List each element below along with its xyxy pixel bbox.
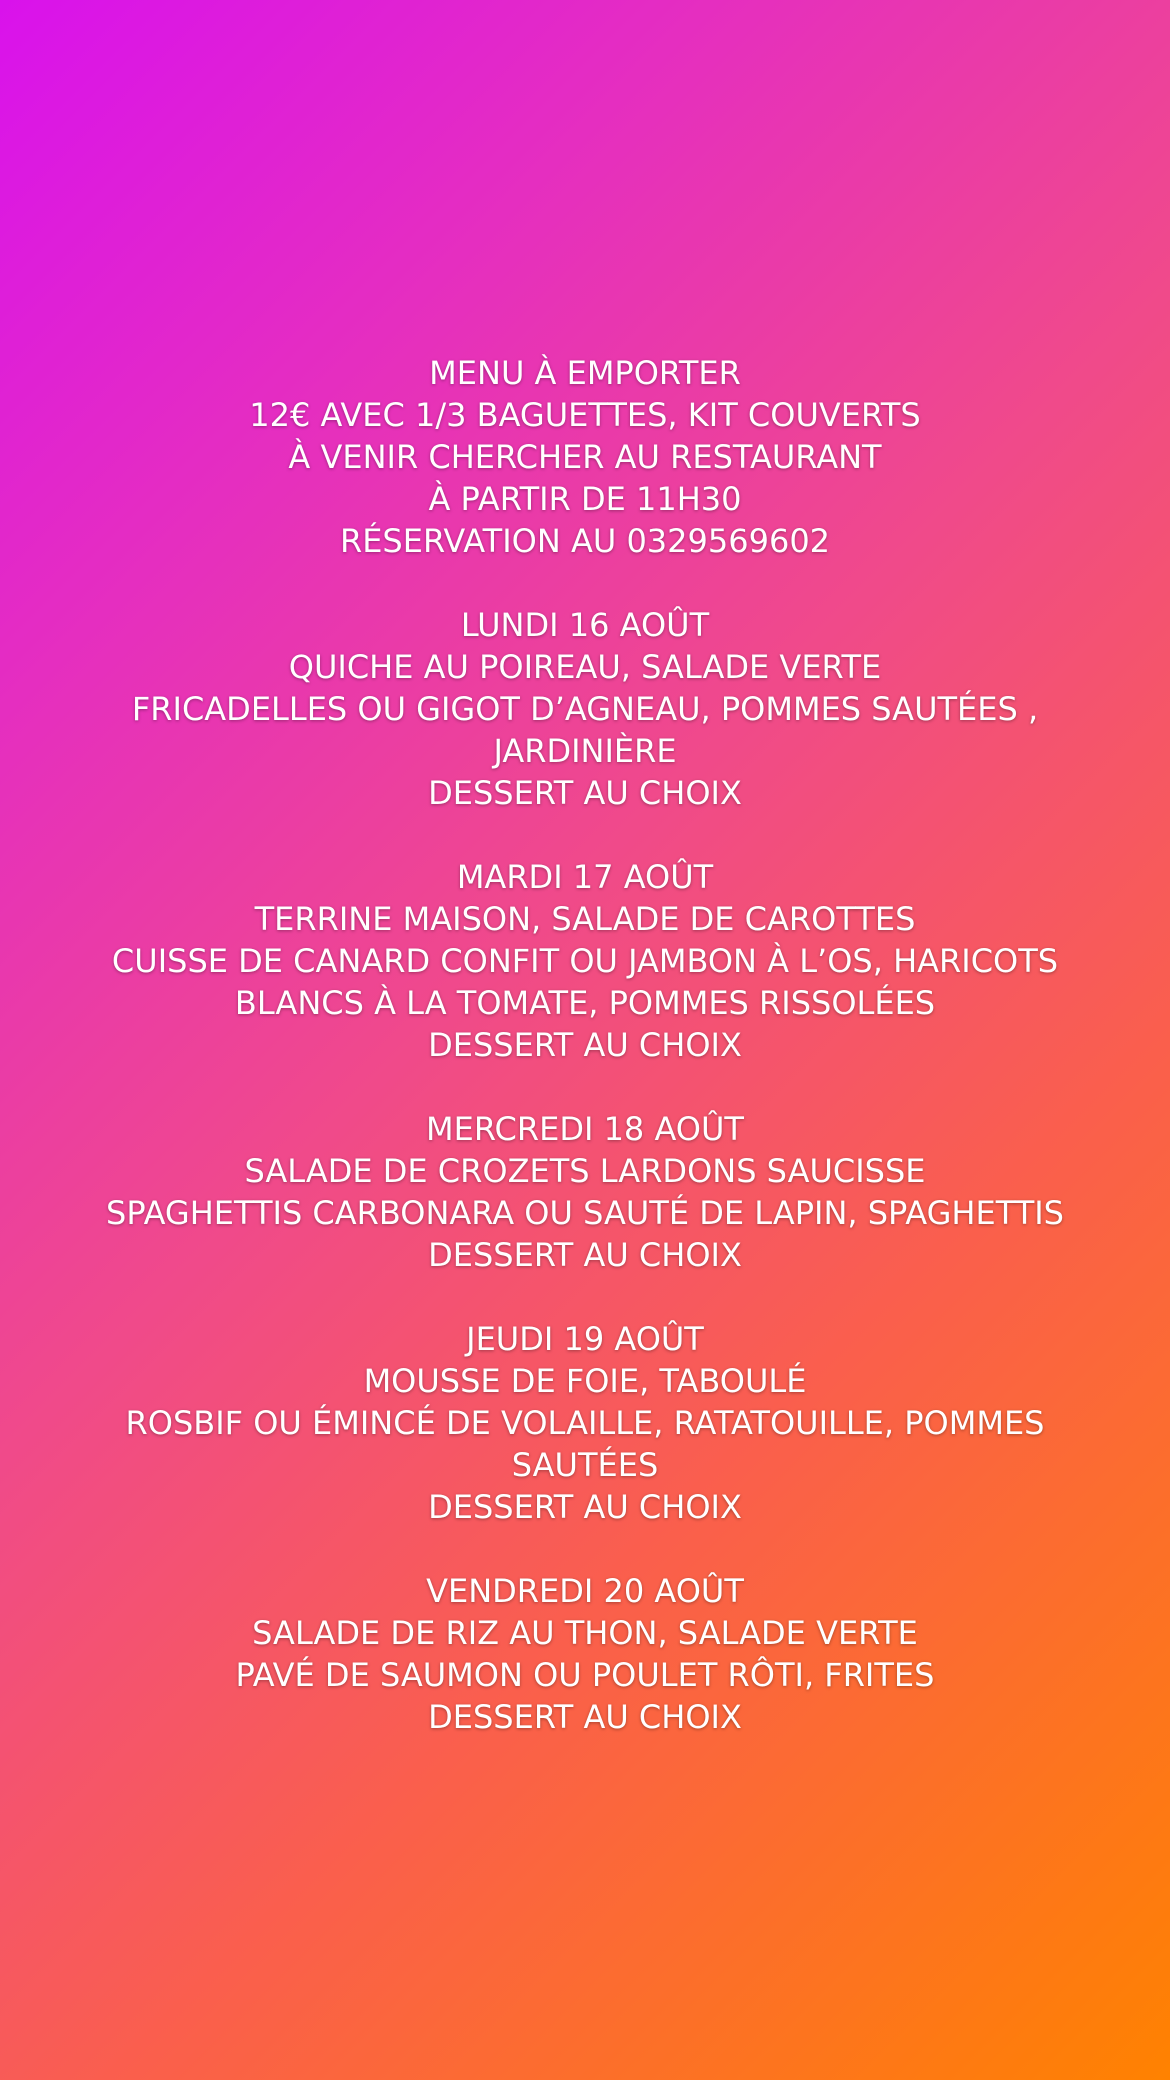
reservation-info: RÉSERVATION AU 0329569602 (339, 522, 831, 560)
day-starter: TERRINE MAISON, SALADE DE CAROTTES (254, 900, 916, 938)
menu-title: MENU À EMPORTER (429, 354, 741, 392)
pickup-info: À VENIR CHERCHER AU RESTAURANT (288, 438, 882, 476)
day-starter: SALADE DE RIZ AU THON, SALADE VERTE (252, 1614, 918, 1652)
day-tuesday (0, 856, 1170, 1066)
day-main: CUISSE DE CANARD CONFIT OU JAMBON À L’OS, HARICOTS (111, 942, 1059, 980)
day-starter: QUICHE AU POIREAU, SALADE VERTE (288, 648, 882, 686)
day-starter: MOUSSE DE FOIE, TABOULÉ (363, 1362, 807, 1400)
day-main: FRICADELLES OU GIGOT D’AGNEAU, POMMES SAUTÉES , (131, 690, 1039, 728)
day-title: MARDI 17 AOÛT (456, 858, 714, 896)
time-info: À PARTIR DE 11H30 (428, 480, 742, 518)
price-info: 12€ AVEC 1/3 BAGUETTES, KIT COUVERTS (249, 396, 921, 434)
spacer (0, 562, 1170, 604)
menu-text-block (0, 352, 1170, 1738)
day-main: PAVÉ DE SAUMON OU POULET RÔTI, FRITES (235, 1656, 935, 1694)
day-wednesday (0, 1108, 1170, 1276)
day-dessert: DESSERT AU CHOIX (428, 774, 742, 812)
day-dessert: DESSERT AU CHOIX (428, 1488, 742, 1526)
day-thursday (0, 1318, 1170, 1528)
day-title: MERCREDI 18 AOÛT (426, 1110, 744, 1148)
day-dessert: DESSERT AU CHOIX (428, 1236, 742, 1274)
day-starter: SALADE DE CROZETS LARDONS SAUCISSE (244, 1152, 926, 1190)
day-title: JEUDI 19 AOÛT (466, 1320, 704, 1358)
spacer (0, 814, 1170, 856)
day-title: LUNDI 16 AOÛT (460, 606, 710, 644)
spacer (0, 1066, 1170, 1108)
day-dessert: DESSERT AU CHOIX (428, 1026, 742, 1064)
day-title: VENDREDI 20 AOÛT (426, 1572, 744, 1610)
day-friday (0, 1570, 1170, 1738)
day-monday (0, 604, 1170, 814)
spacer (0, 1528, 1170, 1570)
day-main: ROSBIF OU ÉMINCÉ DE VOLAILLE, RATATOUILLE, POMMES (125, 1404, 1045, 1442)
day-main: SPAGHETTIS CARBONARA OU SAUTÉ DE LAPIN, SPAGHETTIS (106, 1194, 1064, 1232)
day-main-continued: JARDINIÈRE (493, 732, 677, 770)
spacer (0, 1276, 1170, 1318)
menu-header (0, 352, 1170, 562)
day-dessert: DESSERT AU CHOIX (428, 1698, 742, 1736)
day-main-continued: BLANCS À LA TOMATE, POMMES RISSOLÉES (234, 984, 936, 1022)
day-main-continued: SAUTÉES (511, 1446, 659, 1484)
